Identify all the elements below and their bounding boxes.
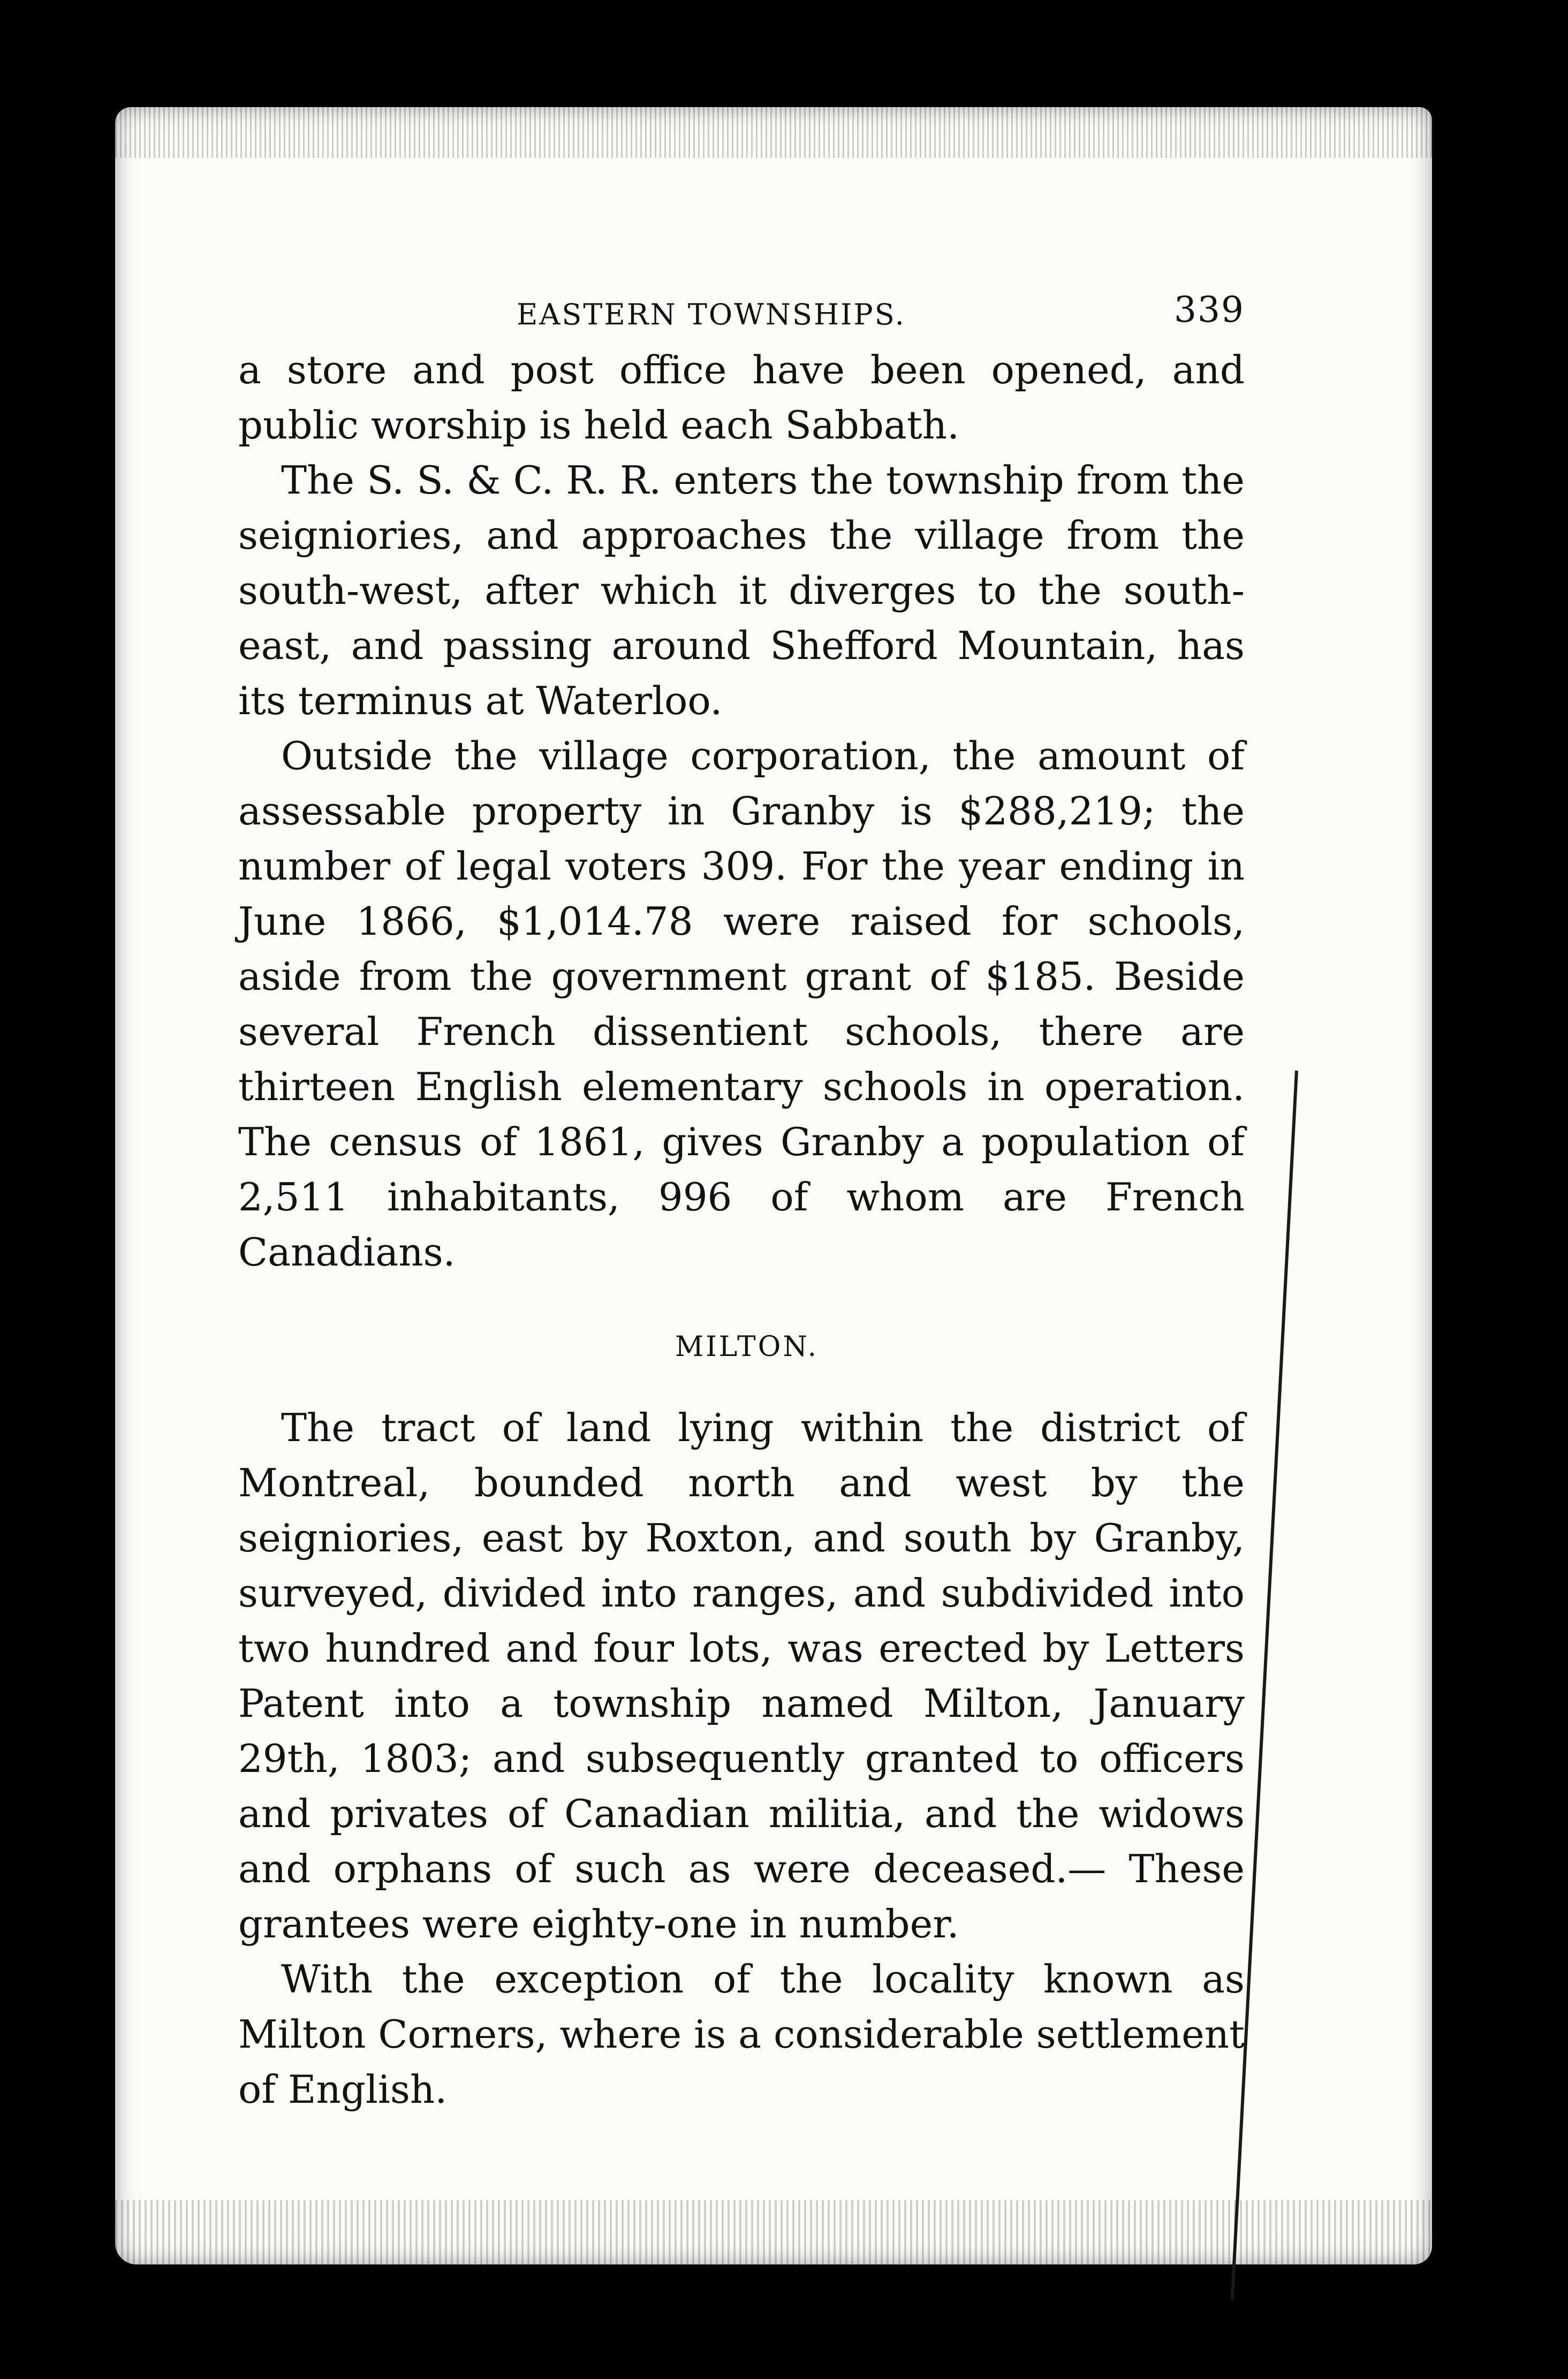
page-text [238, 278, 1245, 2117]
section-title-milton: MILTON. [675, 1331, 819, 1363]
paragraph-continued: a store and post office have been opened, and public worship is held each Sabbath. [238, 347, 1245, 448]
paragraph-milton-history: The tract of land lying within the district of Montreal, bounded north and west by the seigniories, east by Roxton, and south by Granby, surveyed, divided into ranges, and subdivided into two hundred and four lots, was erected by Letters Patent into a township named Milton, January 29th, 1803; and subsequently granted to officers and privates of Canadian militia, and the widows and orphans of such as were deceased.— These grantees were eighty-one in number. [238, 1405, 1245, 1946]
paragraph-milton-corners: With the exception of the locality known as Milton Corners, where is a considerable settlement of English. [238, 1957, 1245, 2112]
paragraph-railroad: The S. S. & C. R. R. enters the township from the seigniories, and approaches the village from the south-west, after which it diverges to the south-east, and passing around Shefford Mountain, has its terminus at Waterloo. [238, 458, 1245, 723]
paragraph-granby-statistics: Outside the village corporation, the amount of assessable property in Granby is $288,219; the number of legal voters 309. For the year ending in June 1866, $1,014.78 were raised for schools, aside from the government grant of $185. Beside several French dissentient schools, there are thirteen English elementary schools in operation. The census of 1861, gives Granby a population of 2,511 inhabitants, 996 of whom are French Canadians. [238, 733, 1245, 1275]
page-number: 339 [1174, 289, 1245, 330]
page-header [238, 278, 1245, 343]
running-head: EASTERN TOWNSHIPS. [517, 298, 906, 331]
